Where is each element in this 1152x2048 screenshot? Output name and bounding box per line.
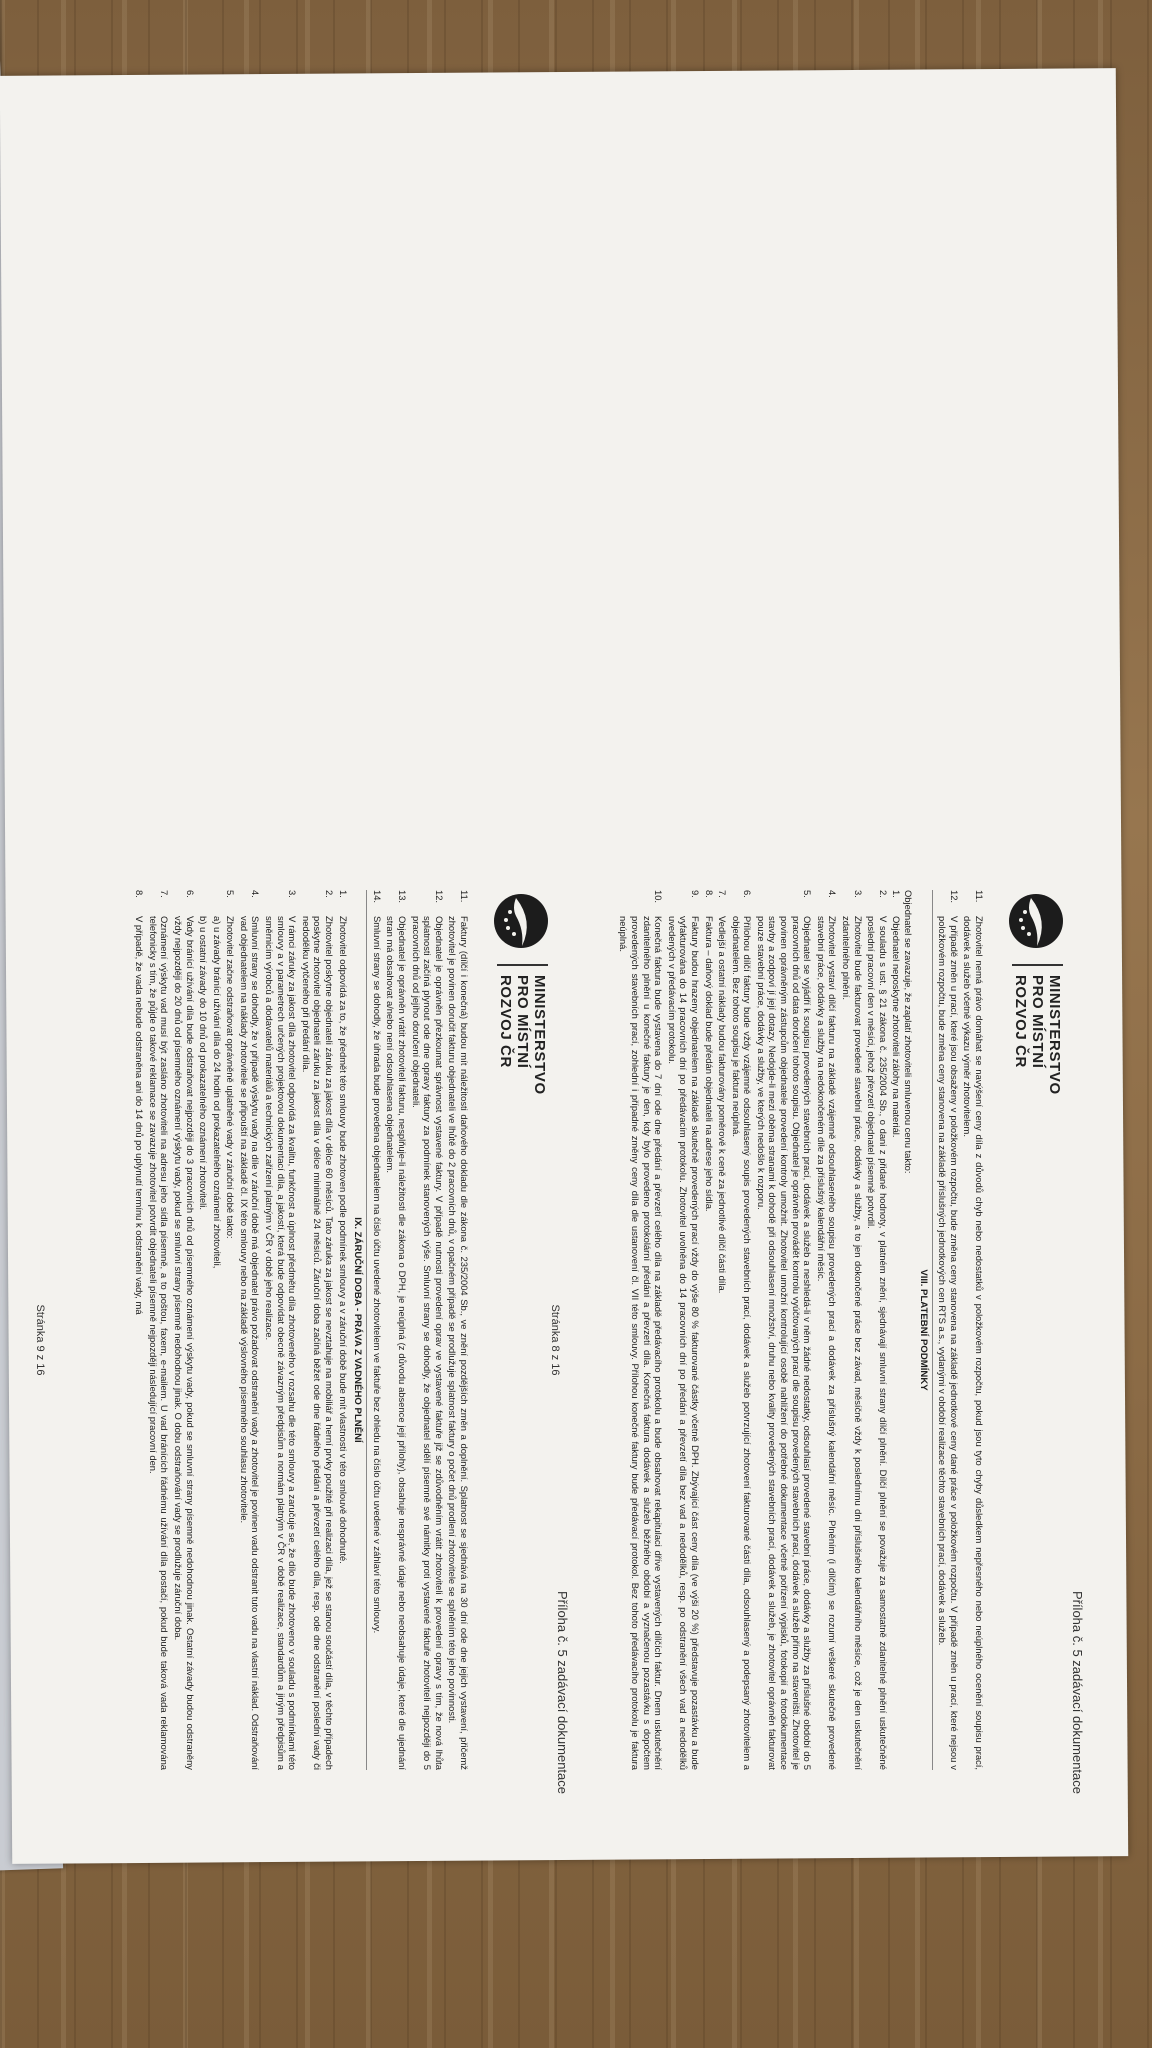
list-item: 8. V případě, že vada nebude odstraněna ani do 14 dnů po uplynutí termínu k odstranění vady, má	[134, 890, 146, 1315]
page-8	[545, 880, 1085, 1800]
list-item: 4. Zhotovitel vystaví dílčí fakturu na základě vzájemně odsouhlaseného soupisu provedených prací a dodávek za příslušný kalendářní měsíc. Plněním (i dílčím) se rozumí veškeré skutečně provedené stavební práce, dodávky a služby na nedokončeném díle za příslušný kalendářní měsíc.	[815, 890, 839, 1770]
list-item: 11. Zhotovitel nemá právo domáhat se navýšení ceny díla z důvodů chyb nebo nedostatků v položkovém rozpočtu, pokud jsou tyto chyby důsledkem nepřesného nebo neúplného ocenění soupisu prací, dodávek a služeb včetně výkazu výměr zhotovitelem.	[962, 890, 985, 1770]
list-item: 7. Vedlejší a ostatní náklady budou fakturovány poměrově k ceně za jednotlivé dílčí části díla.	[717, 890, 729, 1294]
list-item: 4. Smluvní strany se dohodly, že v případě výskytu vady na díle v záruční době má objednatel právo požadovat odstranění vady a zhotovitel je povinen vadu odstranit tuto vadu na vlastní náklad. Odstraňování vad objednatelem na náklady zhotovitele se připouští na základě čl. IX této smlouvy nebo na základě výslovného písemného souhlasu zhotovitele.	[238, 890, 262, 1770]
section-title: IX. ZÁRUČNÍ DOBA - PRÁVA Z VADNÉHO PLNĚNÍ	[352, 890, 368, 1770]
list-item: 5. Zhotovitel začne odstraňovat oprávněně uplatněné vady v záruční době takto:	[225, 890, 237, 1239]
list-item: 2. V souladu s ust. § 21 zákona č. 235/2004 Sb., o dani z přidané hodnoty, v platném znění, sjednávají smluvní strany dílčí plnění. Dílčí plnění se považuje za samostatně zdanitelné plnění uskutečněné poslední pracovní den v měsíci, jehož převzetí objednatel písemně potvrdil.	[866, 890, 889, 1770]
page-9	[30, 880, 570, 1800]
page-number: Stránka 8 z 16	[549, 1304, 561, 1376]
logo-line-3: ROZVOJ ČR	[1012, 975, 1029, 1068]
list-item: 9. Faktury budou hrazeny objednatelem na základě skutečně provedených prací vždy do výše 80 % fakturované částky včetně DPH. Zbývající část ceny díla (ve výši 20 %) představuje pozastávku a bude vyfakturována do 14 pracovních dní po předávacím protokolu. Zhotovitel uvolněna do 14 pracovních dní po předání a převzetí díla bez vad a nedodělků, resp. po odstranění všech vad a nedodělků uvedených v předávacím protokolu.	[666, 890, 701, 1770]
list-item: 6. Vady bránící užívání díla bude odstraňovat nejpozději do 3 pracovních dnů od písemného oznámení výskytu vady, pokud se smluvní strany písemně nedohodnou jinak. Ostatní závady budou odstraněny vždy nejpozději do 20 dnů od písemného oznámení výskytu vady, pokud se smluvní strany písemně nedohodnou jinak. O dobu odstraňování vady se prodlužuje záruční doba.	[172, 890, 196, 1770]
page-header-note: Příloha č. 5 zadávací dokumentace	[1070, 1590, 1085, 1794]
ministry-logo	[490, 890, 552, 1150]
list-item: 7. Oznámení výskytu vad musí být zasláno zhotoviteli na adresu jeho sídla písemně, a to poštou, faxem, e-mailem. U vad bránících řádnému užívání díla postačí, pokud bude taková vada reklamována telefonicky s tím, že půjde o takové reklamace se zavazuje zhotovitel potvrdit objednateli písemně nejpozději následující pracovní den.	[147, 890, 171, 1770]
logo-line-2: PRO MÍSTNÍ	[514, 975, 531, 1069]
logo-line-1: MINISTERSTVO	[531, 975, 548, 1095]
logo-line-1: MINISTERSTVO	[1046, 975, 1063, 1095]
ministry-name	[497, 964, 548, 1095]
list-item: 13. Objednatel je oprávněn vrátit zhotoviteli fakturu, nesplňuje-li náležitosti dle zákona o DPH, je neúplná (z důvodu absence její přílohy), obsahuje nesprávné údaje nebo neobsahuje údaje, které dle ujednání stran má obsahovat a/nebo není odsouhlasena objednatelem.	[385, 890, 409, 1770]
ministry-emblem-icon	[1005, 890, 1067, 952]
page-body	[585, 890, 985, 1770]
section-intro: Objednatel se zavazuje, že zaplatí zhotoviteli smluvenou cenu takto:	[903, 890, 915, 1174]
list-item: 5. Objednatel se vyjádří k soupisu provedených stavebních prací, dodávek a služeb a neshledá-li v něm žádné nedostatky, odsouhlasí provedené stavební práce, dodávky a služby za příslušné období do 5 pracovních dnů od data doručení tohoto soupisu. Objednatel je oprávněn provádět kontrolu vyúčtovaných prací dle soupisu provedených stavebních prací, dodávek a služeb přímo na staveništi. Zhotovitel je povinen oprávněným zástupcům objednatele provedení kontroly umožnit. Zhotovitel umožní kontrolující osobě nahlížení do potřebné dokumentace včetně pořízení výpisků, fotokopií a fotodokumentace stavby a zodpoví jí její dotazy. Nedojde-li mezi oběma stranami k dohodě při odsouhlasení množství, druhu nebo kvality provedených stavebních prací, dodávek a služeb, je zhotovitel oprávněn fakturovat pouze stavební práce, dodávky a služby, ve kterých nedošlo k rozporu.	[755, 890, 814, 1770]
page-number: Stránka 9 z 16	[34, 1304, 46, 1376]
list-subitem: b) u ostatní závady do 10 dnů od prokazatelného oznámení zhotoviteli.	[198, 916, 210, 1210]
ministry-emblem-icon	[490, 890, 552, 952]
logo-line-2: PRO MÍSTNÍ	[1029, 975, 1046, 1069]
list-item: 3. Zhotovitel bude fakturovat provedené stavební práce, dodávky a služby, a to jen dokončené práce bez závad, měsíčně vždy k poslednímu dni příslušného kalendářního měsíce, což je den uskutečnění zdanitelného plnění.	[841, 890, 864, 1770]
page-header-note: Příloha č. 5 zadávací dokumentace	[555, 1590, 570, 1794]
list-item: 11. Faktury (dílčí i konečná) budou mít náležitosti daňového dokladu dle zákona č. 235/2004 Sb., ve znění pozdějších změn a doplnění. Splatnost se sjednává na 30 dní ode dne jejich vystavení, přičemž zhotovitel je povinen doručit fakturu objednateli ve lhůtě do 2 pracovních dnů, v opačném případě se prodlužuje splatnost faktury o počet dnů prodlení zhotovitele se splněním této jeho povinnosti.	[447, 890, 470, 1770]
list-item: 12. V případě změn u prací, které jsou obsaženy v položkovém rozpočtu, bude změna ceny stanovena na základě jednotkové ceny dané práce v položkovém rozpočtu. V případě změn u prací, které nejsou v položkovém rozpočtu, bude změna ceny stanovena na základě příslušných jednotkových cen RTS a.s., vydanými v období realizace těchto stavebních prací, dodávek a služeb.	[937, 890, 960, 1770]
list-subitem: a) u závady bránící užívání díla do 24 hodin od prokazatelného oznámení zhotoviteli,	[211, 916, 223, 1269]
list-item: 1. Zhotovitel odpovídá za to, že předmět této smlouvy bude zhotoven podle podmínek smlouvy a v záruční době bude mít vlastnosti v této smlouvě dohodnuté.	[337, 890, 349, 1564]
list-item: 12. Objednatel je oprávněn přezkoumat správnost vystavené faktury. V případě nutnosti provedení oprav ve vystavené faktuře již se zdůvodněním vrátit zhotoviteli k provedení opravy s tím, že nová lhůta splatnosti začíná plynout ode dne opravy faktury za podmínek stanovených výše. Smluvní strany se dohodly, že objednatel sdělí písemně své námitky proti vystavené faktuře zhotoviteli nejpozději do 5 pracovních dnů od jejího doručení objednateli.	[410, 890, 445, 1770]
list-item: 14. Smluvní strany se dohodly, že úhrada bude provedena objednatelem na číslo účtu uvedené zhotovitelem ve faktuře bez ohledu na číslo účtu uvedené v záhlaví této smlouvy.	[371, 890, 383, 1634]
section-title: VIII. PLATEBNÍ PODMÍNKY	[917, 890, 933, 1770]
list-item: 1. Objednatel neposkytne zhotoviteli zálohy na materiál.	[891, 890, 903, 1138]
page-body	[70, 890, 470, 1770]
logo-line-3: ROZVOJ ČR	[497, 975, 514, 1068]
list-item: 6. Přílohou dílčí faktury bude vždy vzájemně odsouhlasený soupis provedených stavebních prací, dodávek a služeb potvrzující zhotovení fakturované části díla, odsouhlasený a podepsaný zhotovitelem a objednatelem. Bez tohoto soupisu je faktura neúplná.	[730, 890, 754, 1770]
list-item: 2. Zhotovitel poskytne objednateli záruku za jakost díla v délce 60 měsíců. Tato záruka za jakost se nevztahuje na mobiliář a herní prvky použité při realizaci díla, jež se stanou součástí díla, v těchto případech poskytne zhotovitel objednateli záruku za jakost díla v délce minimálně 24 měsíců. Záruční doba začíná běžet ode dne řádného předání a převzetí celého díla, resp. ode dne odstranění poslední vady či nedodělku vytčeného při předání díla.	[300, 890, 336, 1770]
list-item: 10. Konečná faktura bude vystavena do 7 dní ode dne předání a převzetí celého díla na základě předávacího protokolu a bude obsahovat rekapitulaci dříve vystavených dílčích faktur. Dnem uskutečnění zdanitelného plnění u konečné faktury je den, kdy bylo provedeno protokolární předání a převzetí díla. Konečná faktura dodávek a služeb běžného období a vyznačenou pozastávku s dopočtem provedených stavebních prací, zohlední i případné změny ceny díla dle ustanovení čl. VII této smlouvy. Přílohou konečné faktury bude předávací protokol. Bez tohoto předávacího protokolu je faktura neúplná.	[618, 890, 665, 1770]
ministry-logo	[1005, 890, 1067, 1150]
list-item: 3. V rámci záruky za jakost díla zhotovitel odpovídá za kvalitu, funkčnost a úplnost předmětu díla zhotoveného v rozsahu dle této smlouvy a zaručuje se, že dílo bude zhotoveno v souladu s podmínkami této smlouvy a v parametrech určených projektovou dokumentací díla, a jakostí, která bude odpovídat obecně závazným předpisům a normám platným v ČR v době realizace, standardům a jiným předpisům a směrnicím výrobců a dodavatelů materiálů a technických zařízení platným v ČR v době jeho realizace.	[264, 890, 299, 1770]
ministry-name	[1012, 964, 1063, 1095]
list-item: 8. Faktura – daňový doklad bude předán objednateli na adrese jeho sídla.	[703, 890, 715, 1212]
